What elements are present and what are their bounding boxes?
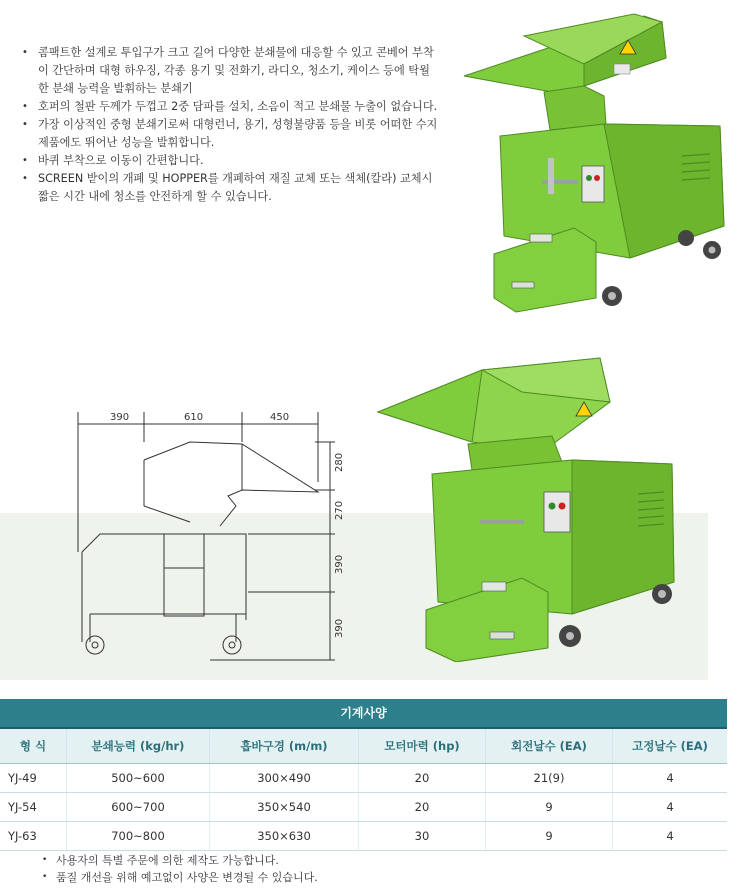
cell: 700~800	[67, 822, 210, 851]
cell: 4	[613, 822, 728, 851]
dim-top-1: 390	[110, 412, 130, 423]
dim-side-4: 390	[334, 618, 345, 638]
feature-item: • SCREEN 받이의 개폐 및 HOPPER를 개폐하여 재질 교체 또는 색체(칼라) 교체시 짧은 시간 내에 청소를 안전하게 할 수 있습니다.	[20, 170, 440, 206]
note-item: • 품질 개선을 위해 예고없이 사양은 변경될 수 있습니다.	[40, 869, 318, 886]
cell: 20	[359, 793, 486, 822]
cell: 30	[359, 822, 486, 851]
feature-item: • 호퍼의 철판 두께가 두껍고 2중 담파를 설치, 소음이 적고 분쇄물 누출이 없습니다.	[20, 98, 440, 116]
dim-side-1: 280	[334, 452, 345, 472]
spec-table	[0, 729, 727, 851]
dim-side-2: 270	[334, 500, 345, 520]
note-item: • 사용자의 특별 주문에 의한 제작도 가능합니다.	[40, 852, 318, 869]
cell: 300×490	[210, 764, 359, 793]
cell: 500~600	[67, 764, 210, 793]
crusher-machine-image-bottom	[372, 352, 684, 662]
dim-top-3: 450	[270, 412, 290, 423]
cell: 4	[613, 793, 728, 822]
table-row	[0, 764, 727, 793]
table-row	[0, 793, 727, 822]
col-inlet: 흡바구경 (m/m)	[210, 729, 359, 764]
cell: 21(9)	[486, 764, 613, 793]
col-fixed-blades: 고정날수 (EA)	[613, 729, 728, 764]
col-motor: 모터마력 (hp)	[359, 729, 486, 764]
cell: YJ-49	[0, 764, 67, 793]
table-row	[0, 822, 727, 851]
dim-top-2: 610	[184, 412, 204, 423]
feature-list	[20, 44, 440, 206]
col-rotary-blades: 회전날수 (EA)	[486, 729, 613, 764]
col-model: 형 식	[0, 729, 67, 764]
cell: 9	[486, 793, 613, 822]
dimension-drawing	[60, 402, 360, 672]
cell: 350×630	[210, 822, 359, 851]
cell: YJ-63	[0, 822, 67, 851]
col-capacity: 분쇄능력 (kg/hr)	[67, 729, 210, 764]
feature-item: • 콤팩트한 설계로 투입구가 크고 길어 다양한 분쇄물에 대응할 수 있고 콘베어 부착이 간단하며 대형 하우징, 각종 용기 및 전화기, 라디오, 청소기, 케이스 등에 탁월한 분쇄 능력을 발휘하는 분쇄기	[20, 44, 440, 98]
cell: 600~700	[67, 793, 210, 822]
notes-list	[40, 852, 318, 886]
feature-item: • 가장 이상적인 중형 분쇄기로써 대형런너, 용기, 성형불량품 등을 비롯 어떠한 수지 제품에도 뛰어난 성능을 발휘합니다.	[20, 116, 440, 152]
cell: 350×540	[210, 793, 359, 822]
feature-item: • 바퀴 부착으로 이동이 간편합니다.	[20, 152, 440, 170]
crusher-machine-image-top	[434, 6, 738, 316]
spec-header-row	[0, 729, 727, 764]
dim-side-3: 390	[334, 554, 345, 574]
cell: 4	[613, 764, 728, 793]
cell: 20	[359, 764, 486, 793]
spec-title: 기계사양	[0, 699, 727, 729]
cell: 9	[486, 822, 613, 851]
cell: YJ-54	[0, 793, 67, 822]
